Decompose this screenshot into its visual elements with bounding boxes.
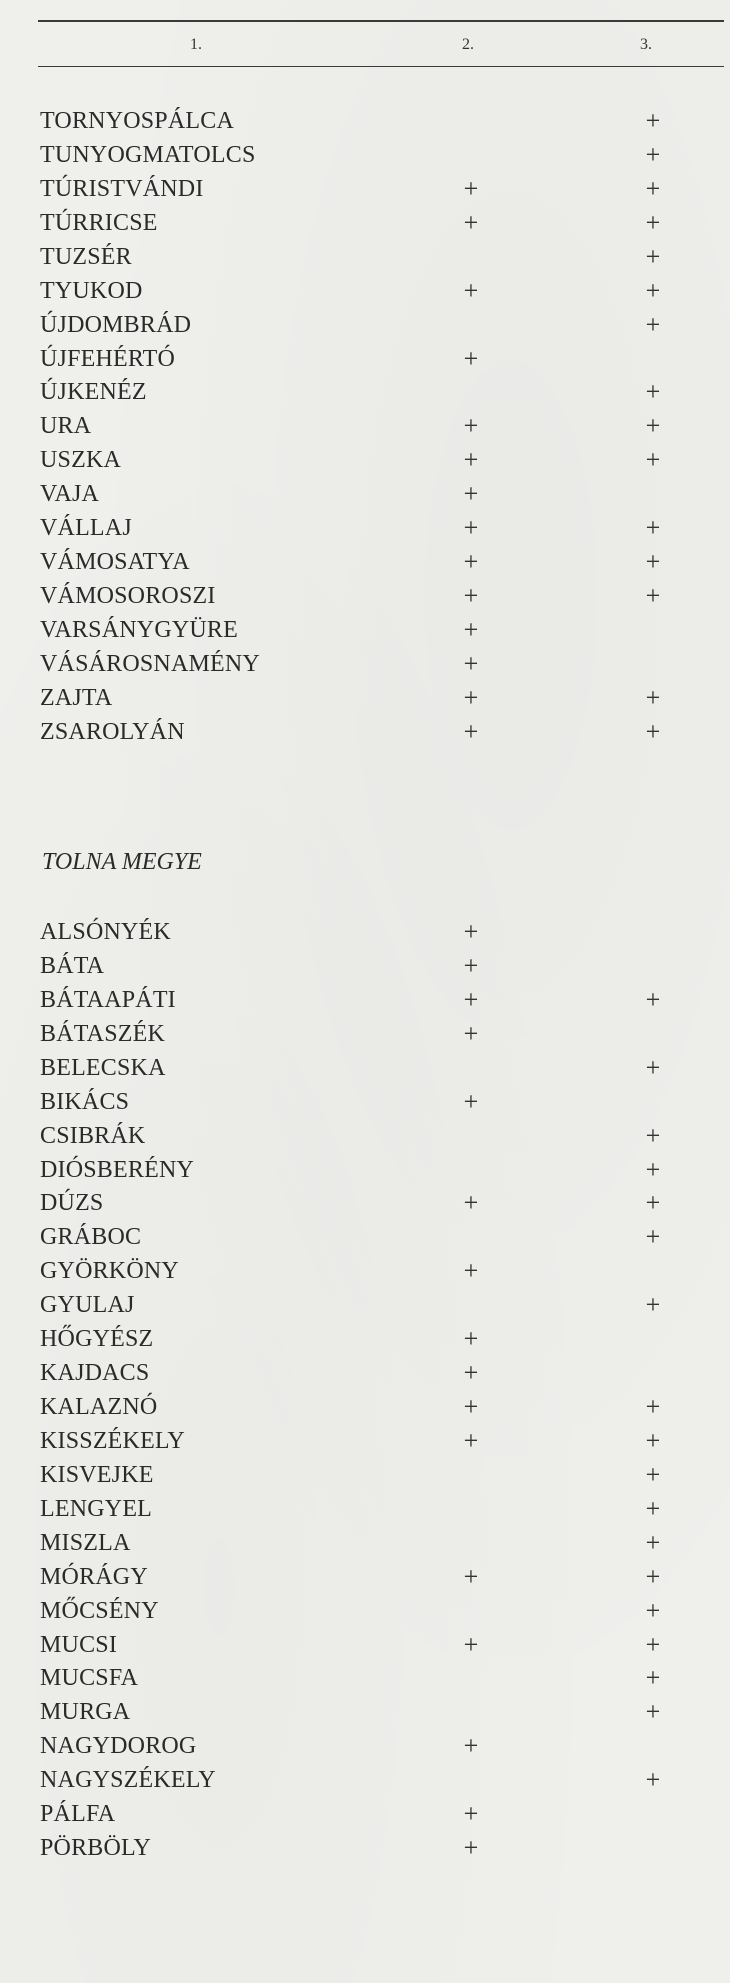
table-row (0, 409, 730, 443)
settlement-name: BÁTAAPÁTI (40, 986, 176, 1013)
column-2-mark: + (463, 445, 479, 475)
column-3-mark: + (645, 309, 661, 339)
column-3-mark: + (645, 275, 661, 305)
settlement-name: KISSZÉKELY (40, 1427, 185, 1454)
settlement-name: NAGYSZÉKELY (40, 1767, 216, 1794)
column-2-mark: + (463, 1324, 479, 1354)
column-2-mark: + (463, 1392, 479, 1422)
table-row (0, 1085, 730, 1119)
table-row (0, 1661, 730, 1695)
table-row (0, 545, 730, 579)
column-3-mark: + (645, 1188, 661, 1218)
settlement-name: VAJA (40, 481, 100, 508)
column-3-mark: + (645, 1154, 661, 1184)
table-row (0, 1695, 730, 1729)
column-2-mark: + (463, 1256, 479, 1286)
column-2-mark: + (463, 1731, 479, 1761)
table-row (0, 1831, 730, 1865)
settlement-name: TUNYOGMATOLCS (40, 141, 256, 168)
table-row (0, 308, 730, 342)
table-row (0, 1119, 730, 1153)
column-3-mark: + (645, 1392, 661, 1422)
column-3-mark: + (645, 445, 661, 475)
table-row (0, 1356, 730, 1390)
settlement-name: NAGYDOROG (40, 1733, 197, 1760)
table-row (0, 1560, 730, 1594)
column-2-mark: + (463, 1799, 479, 1829)
column-3-mark: + (645, 1595, 661, 1625)
table-row (0, 1797, 730, 1831)
settlement-name: VÁMOSATYA (40, 549, 190, 576)
column-2-mark: + (463, 1561, 479, 1591)
table-row (0, 1017, 730, 1051)
column-3-mark: + (645, 1290, 661, 1320)
settlement-name: VARSÁNYGYÜRE (40, 616, 238, 643)
table-row (0, 511, 730, 545)
settlement-name: MUCSFA (40, 1665, 139, 1692)
settlement-name: DÚZS (40, 1190, 104, 1217)
column-3-mark: + (645, 1629, 661, 1659)
table-row (0, 579, 730, 613)
column-2-mark: + (463, 581, 479, 611)
column-3-mark: + (645, 207, 661, 237)
column-header-1: 1. (190, 36, 202, 53)
table-row (0, 1594, 730, 1628)
settlement-name: HŐGYÉSZ (40, 1326, 154, 1353)
table-row (0, 240, 730, 274)
column-2-mark: + (463, 1833, 479, 1863)
column-2-mark: + (463, 984, 479, 1014)
settlement-name: USZKA (40, 447, 122, 474)
column-header-3: 3. (640, 36, 652, 53)
column-3-mark: + (645, 1120, 661, 1150)
settlement-name: PÖRBÖLY (40, 1835, 152, 1862)
settlement-name: ALSÓNYÉK (40, 919, 171, 945)
column-3-mark: + (645, 1425, 661, 1455)
table-row (0, 1390, 730, 1424)
table-row (0, 1628, 730, 1662)
column-2-mark: + (463, 682, 479, 712)
settlement-name: TÚRISTVÁNDI (40, 175, 204, 202)
column-2-mark: + (463, 1629, 479, 1659)
column-3-mark: + (645, 1697, 661, 1727)
settlement-name: PÁLFA (40, 1801, 116, 1828)
settlement-name: KISVEJKE (40, 1461, 154, 1488)
column-2-mark: + (463, 950, 479, 980)
column-3-mark: + (645, 1222, 661, 1252)
column-3-mark: + (645, 1493, 661, 1523)
table-row (0, 949, 730, 983)
column-2-mark: + (463, 1358, 479, 1388)
column-2-mark: + (463, 479, 479, 509)
table-row (0, 477, 730, 511)
column-2-mark: + (463, 411, 479, 441)
settlement-name: GYÖRKÖNY (40, 1258, 179, 1285)
column-3-mark: + (645, 1459, 661, 1489)
table-row (0, 375, 730, 409)
settlement-name: VÁLLAJ (40, 515, 132, 542)
settlement-name: BELECSKA (40, 1054, 166, 1081)
column-3-mark: + (645, 106, 661, 135)
settlement-name: MURGA (40, 1699, 131, 1726)
table-row (0, 1186, 730, 1220)
table-row (0, 443, 730, 477)
column-2-mark: + (463, 1018, 479, 1048)
settlement-name: MÓRÁGY (40, 1563, 148, 1590)
column-2-mark: + (463, 275, 479, 305)
column-3-mark: + (645, 682, 661, 712)
table-row (0, 274, 730, 308)
section-title-tolna: TOLNA MEGYE (42, 849, 202, 875)
table-row (0, 1051, 730, 1085)
settlement-name: TÚRRICSE (40, 209, 158, 236)
table-row (0, 1322, 730, 1356)
column-3-mark: + (645, 547, 661, 577)
table-row (0, 1526, 730, 1560)
settlement-name: ÚJFEHÉRTÓ (40, 345, 176, 372)
column-2-mark: + (463, 1425, 479, 1455)
table-row (0, 138, 730, 172)
column-3-mark: + (645, 173, 661, 203)
settlement-name: BIKÁCS (40, 1088, 130, 1115)
settlement-name: GYULAJ (40, 1292, 135, 1319)
table-row (0, 915, 730, 949)
table-row (0, 647, 730, 681)
table-row (0, 613, 730, 647)
column-2-mark: + (463, 343, 479, 373)
settlement-name: ÚJDOMBRÁD (40, 311, 192, 338)
column-3-mark: + (645, 716, 661, 746)
table-row (0, 1492, 730, 1526)
settlement-name: MŐCSÉNY (40, 1597, 159, 1624)
column-2-mark: + (463, 513, 479, 543)
column-3-mark: + (645, 411, 661, 441)
column-2-mark: + (463, 173, 479, 203)
column-2-mark: + (463, 207, 479, 237)
column-3-mark: + (645, 1527, 661, 1557)
settlement-name: BÁTA (40, 952, 105, 979)
column-2-mark: + (463, 547, 479, 577)
settlement-name: VÁMOSOROSZI (40, 583, 216, 610)
table-row (0, 172, 730, 206)
settlement-name: KAJDACS (40, 1360, 150, 1387)
column-3-mark: + (645, 984, 661, 1014)
settlement-name: KALAZNÓ (40, 1394, 158, 1421)
table-row (0, 983, 730, 1017)
column-3-mark: + (645, 581, 661, 611)
column-2-mark: + (463, 1188, 479, 1218)
column-2-mark: + (463, 614, 479, 644)
column-2-mark: + (463, 648, 479, 678)
settlement-name: TORNYOSPÁLCA (40, 108, 234, 134)
settlement-name: MISZLA (40, 1529, 131, 1556)
settlement-name: TUZSÉR (40, 243, 132, 270)
column-3-mark: + (645, 241, 661, 271)
column-3-mark: + (645, 1765, 661, 1795)
column-3-mark: + (645, 377, 661, 407)
table-row (0, 1424, 730, 1458)
settlement-name: ZSAROLYÁN (40, 718, 185, 745)
column-2-mark: + (463, 1086, 479, 1116)
table-row (0, 1729, 730, 1763)
column-2-mark: + (463, 917, 479, 946)
column-3-mark: + (645, 1561, 661, 1591)
settlement-name: TYUKOD (40, 277, 143, 304)
settlement-name: BÁTASZÉK (40, 1020, 166, 1047)
table-row (0, 1153, 730, 1187)
table-row (0, 715, 730, 749)
header-rule (38, 66, 724, 67)
settlement-name: DIÓSBERÉNY (40, 1156, 195, 1183)
settlement-name: ÚJKENÉZ (40, 379, 147, 406)
settlement-name: CSIBRÁK (40, 1122, 146, 1149)
table-row (0, 104, 730, 138)
table-row (0, 681, 730, 715)
column-2-mark: + (463, 716, 479, 746)
settlement-name: LENGYEL (40, 1495, 153, 1522)
table-row (0, 1458, 730, 1492)
top-rule (38, 20, 724, 22)
settlement-name: ZAJTA (40, 684, 113, 711)
table-row (0, 1288, 730, 1322)
settlement-name: GRÁBOC (40, 1224, 142, 1251)
table-row (0, 206, 730, 240)
table-row (0, 1254, 730, 1288)
column-3-mark: + (645, 1663, 661, 1693)
table-row (0, 342, 730, 376)
column-3-mark: + (645, 513, 661, 543)
table-row (0, 1763, 730, 1797)
settlement-name: MUCSI (40, 1631, 118, 1658)
column-header-2: 2. (462, 36, 474, 53)
column-3-mark: + (645, 1052, 661, 1082)
column-3-mark: + (645, 139, 661, 169)
settlement-name: URA (40, 413, 92, 440)
table-row (0, 1220, 730, 1254)
settlement-name: VÁSÁROSNAMÉNY (40, 650, 260, 677)
